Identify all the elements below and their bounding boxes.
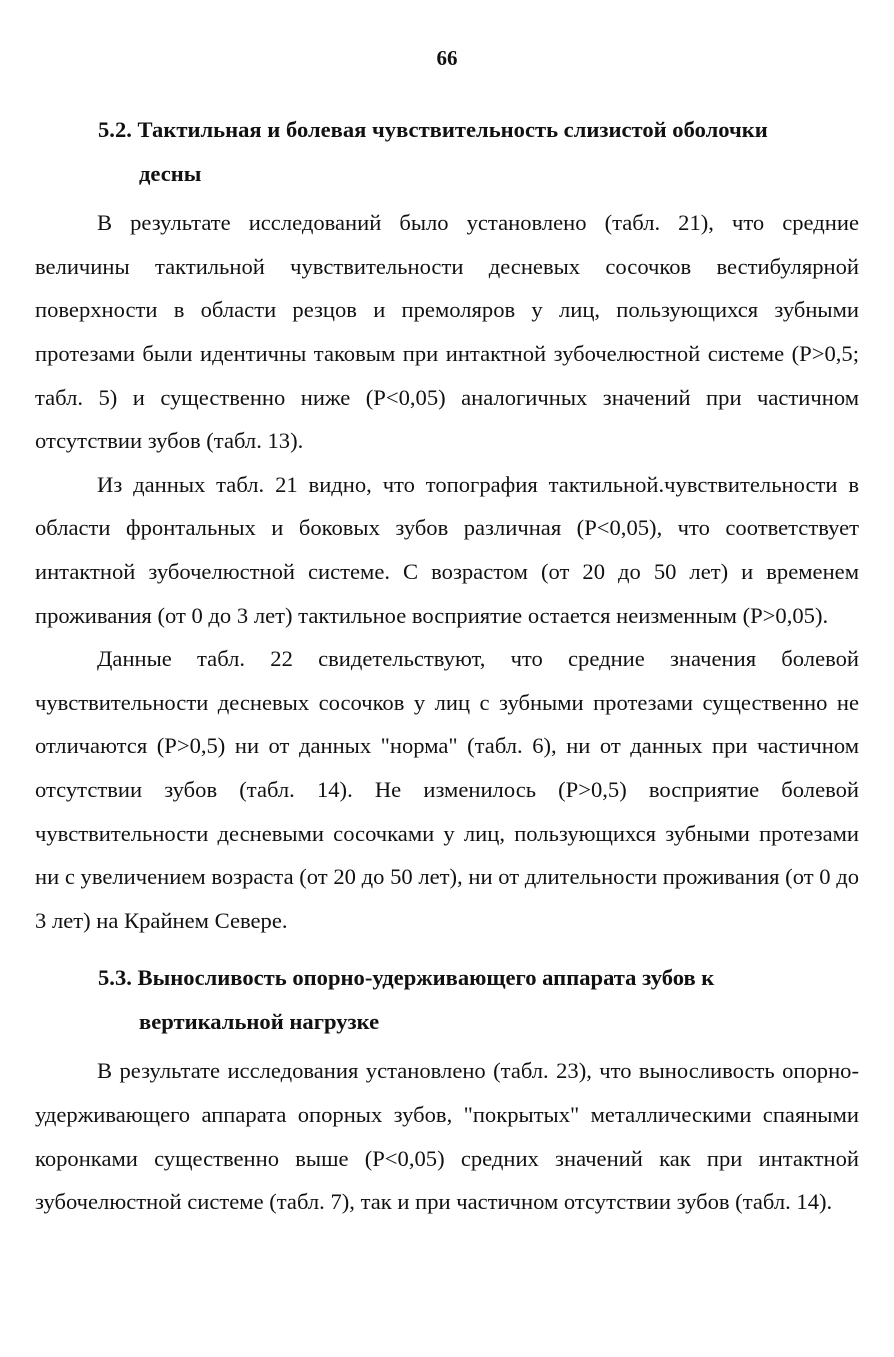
section-heading-5-2 <box>35 108 859 195</box>
section-heading-5-3-line2: вертикальной нагрузке <box>139 1008 380 1034</box>
paragraph-4: В результате исследования установлено (табл. 23), что выносливость опорно-удерживающего аппарата опорных зубов, "покрытых" металлическими спаяными коронками существенно выше (Р<0,05) средних значений как при интактной зубочелюстной системе (табл. 7), так и при частичном отсутствии зубов (табл. 14). <box>35 1058 859 1215</box>
page-body <box>35 108 859 1224</box>
section-heading-5-3 <box>35 956 859 1043</box>
paragraph-1: В результате исследований было установлено (табл. 21), что средние величины тактильной чувствительности десневых сосочков вестибулярной поверхности в области резцов и премоляров у лиц, пользующихся зубными протезами были идентичны таковым при интактной зубочелюстной системе (Р>0,5; табл. 5) и существенно ниже (Р<0,05) аналогичных значений при частичном отсутствии зубов (табл. 13). <box>35 210 859 454</box>
section-heading-5-3-line1: 5.3. Выносливость опорно-удерживающего аппарата зубов к <box>98 965 715 991</box>
section-heading-5-2-line1: 5.2. Тактильная и болевая чувствительность слизистой оболочки <box>98 117 768 142</box>
paragraph-3: Данные табл. 22 свидетельствуют, что средние значения болевой чувствительности десневых сосочков у лиц с зубными протезами существенно не отличаются (Р>0,5) ни от данных "норма" (табл. 6), ни от данных при частичном отсутствии зубов (табл. 14). Не изменилось (Р>0,5) восприятие болевой чувствительности десневыми сосочками у лиц, пользующихся зубными протезами ни с увеличением возраста (от 20 до 50 лет), ни от длительности проживания (от 0 до 3 лет) на Крайнем Севере. <box>35 646 859 933</box>
paragraph-2: Из данных табл. 21 видно, что топография тактильной.чувствительности в области фронтальных и боковых зубов различная (Р<0,05), что соответствует интактной зубочелюстной системе. С возрастом (от 20 до 50 лет) и временем проживания (от 0 до 3 лет) тактильное восприятие остается неизменным (Р>0,05). <box>35 471 859 628</box>
page-number: 66 <box>436 46 458 70</box>
section-heading-5-2-line2: десны <box>139 160 202 186</box>
